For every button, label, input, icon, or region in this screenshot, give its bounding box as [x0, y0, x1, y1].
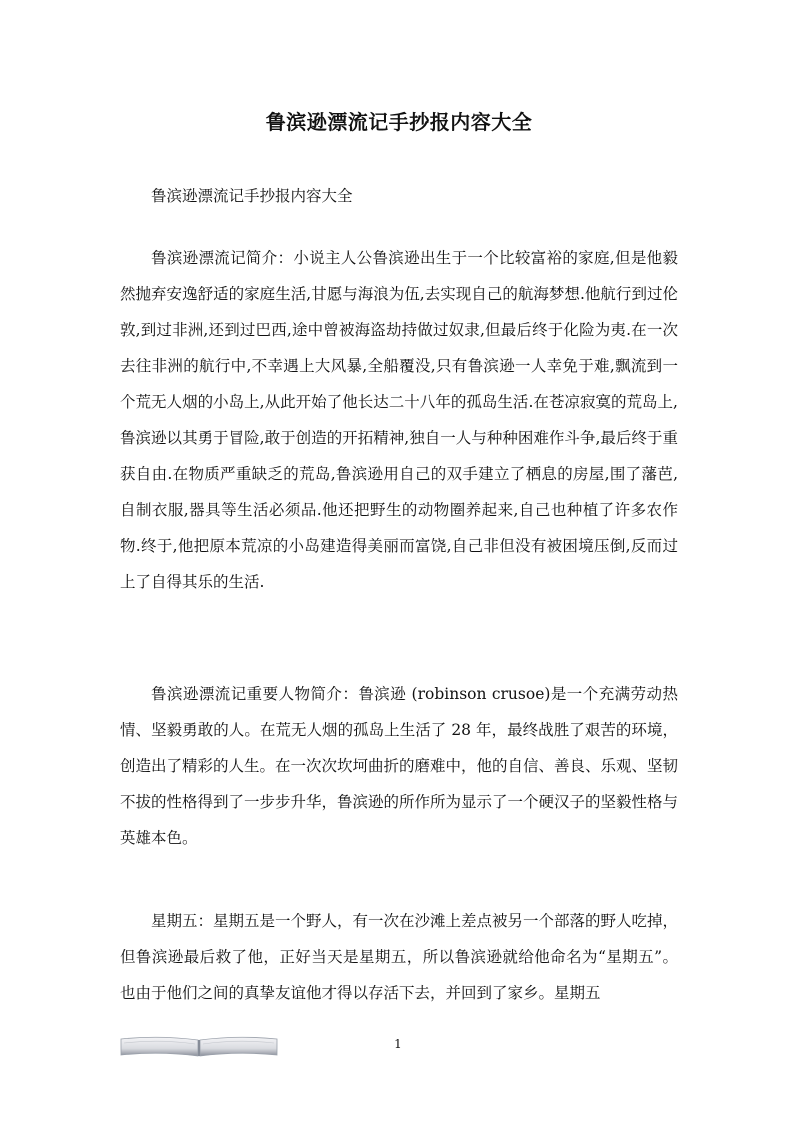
paragraph-friday: 星期五：星期五是一个野人，有一次在沙滩上差点被另一个部落的野人吃掉，但鲁滨逊最后救了他，正好当天是星期五，所以鲁滨逊就给他命名为“星期五”。也由于他们之间的真挚友谊他才得以存活下去，并回到了家乡。星期五 — [120, 912, 678, 1002]
paragraph-intro: 鲁滨逊漂流记简介：小说主人公鲁滨逊出生于一个比较富裕的家庭,但是他毅然抛弃安逸舒适的家庭生活,甘愿与海浪为伍,去实现自己的航海梦想.他航行到过伦敦,到过非洲,还到过巴西,途中曾被海盗劫持做过奴隶,但最后终于化险为夷.在一次去往非洲的航行中,不幸遇上大风暴,全船覆没,只有鲁滨逊一人幸免于难,飘流到一个荒无人烟的小岛上,从此开始了他长达二十八年的孤岛生活.在苍凉寂寞的荒岛上,鲁滨逊以其勇于冒险,敢于创造的开拓精神,独自一人与种种困难作斗争,最后终于重获自由.在物质严重缺乏的荒岛,鲁滨逊用自己的双手建立了栖息的房屋,围了藩芭,自制衣服,器具等生活必须品.他还把野生的动物圈养起来,自己也种植了许多农作物.终于,他把原本荒凉的小岛建造得美丽而富饶,自己非但没有被困境压倒,反而过上了自得其乐的生活. — [120, 249, 678, 591]
paragraph-characters: 鲁滨逊漂流记重要人物简介：鲁滨逊 (robinson crusoe)是一个充满劳动热情、坚毅勇敢的人。在荒无人烟的孤岛上生活了 28 年，最终战胜了艰苦的环境，创造出了精彩的人生。在一次次坎坷曲折的磨难中，他的自信、善良、乐观、坚韧不拔的性格得到了一步步升华，鲁滨逊的所作所为显示了一个硬汉子的坚毅性格与英雄本色。 — [120, 685, 679, 847]
document-title: 鲁滨逊漂流记手抄报内容大全 — [265, 110, 533, 134]
open-book-icon — [120, 1035, 278, 1057]
page-number: 1 — [394, 1037, 402, 1051]
document-subtitle: 鲁滨逊漂流记手抄报内容大全 — [151, 187, 353, 205]
